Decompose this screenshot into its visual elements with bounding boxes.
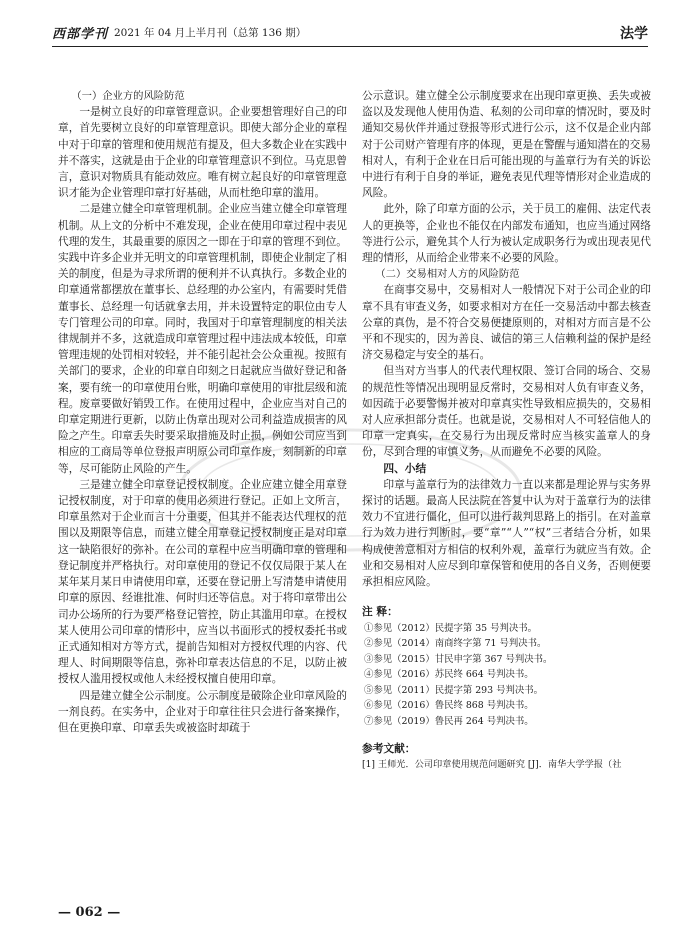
subsection-heading: （一）企业方的风险防范 xyxy=(71,90,185,102)
paragraph: 二是建立健全印章管理机制。企业应当建立健全印章管理机制。从上文的分析中不难发现，企业在使用印章过程中表见代理的发生，其最重要的原因之一即在于印章的管理不到位。实践中许多企业并无明文的印章管理机制，即使企业制定了相关的制度，但是为寻求所谓的便利并不认真执行。多数企业的印章通常都摆放在董事长、总经理的办公室内，有需要时凭借董事长、总经理一句话就拿去用，并未设置特定的职位由专人专门管理公司的印章。同时，我国对于印章管理制度的相关法律规制并不多，这就造成印章管理过程中违法成本较低，印章管理违规的处罚相对较轻，并不能引起社会公众重视。按照有关部门的要求，企业的印章自印刻之日起就应当做好登记和备案，要有统一的印章使用台账，明确印章使用的审批层级和流程。废章要做好销毁工作。在使用过程中，企业应当对自己的印章定期进行更新，以防止伪章出现对公司利益造成损害的风险之产生。印章丢失时要采取措施及时止损，例如公司应当到相应的工商局等单位登报声明原公司印章作废，刻制新的印章等，尽可能防止风险的产生。 xyxy=(58,202,347,475)
paragraph: 公示意识。建立健全公示制度要求在出现印章更换、丢失或被盗以及发现他人使用伪造、私刻的公司印章的情况时，要及时通知交易伙伴并通过登报等形式进行公示，这不仅是企业内部对于公司财产管理有序的体现，更是在警醒与通知潜在的交易相对人，有利于企业在日后可能出现的与盖章行为有关的诉讼中进行有利于自身的举证，避免表见代理等情形对企业造成的风险。 xyxy=(362,89,651,200)
references-heading: 参考文献： xyxy=(362,742,416,755)
page-number: — 062 — xyxy=(58,905,121,920)
paragraph: 三是建立健全印章登记授权制度。企业应建立健全用章登记授权制度，对于印章的使用必须进行登记。正如上文所言，印章虽然对于企业而言十分重要，但其并不能表达代理权的范围以及期限等信息，而建立健全用章登记授权制度正是对印章这一缺陷很好的弥补。在公司的章程中应当明确印章的管理和登记制度并严格执行。对印章使用的登记不仅仅局限于某人在某年某月某日申请使用印章，还要在登记册上写清楚申请使用印章的原因、经谁批准、何时归还等信息。对于将印章带出公司办公场所的行为要严格登记管控，防止其滥用印章。在授权某人使用公司印章的情形中，应当以书面形式的授权委托书或正式通知相对方等方式，提前告知相对方授权代理的内容、代理人、时间期限等信息，弥补印章表达信息的不足，以防止被授权人滥用授权或他人未经授权擅自使用印章。 xyxy=(58,477,347,686)
journal-logo: 西部学刊 xyxy=(52,27,109,42)
paragraph: 此外，除了印章方面的公示，关于员工的雇佣、法定代表人的更换等，企业也不能仅在内部发布通知，也应当通过网络等进行公示，避免其个人行为被认定成职务行为或出现表见代理的情形，从而给企业带来不必要的风险。 xyxy=(362,202,651,265)
reference-item: [1] 王师光．公司印章使用规范问题研究 [J]．南华大学学报（社 xyxy=(362,759,622,771)
left-column xyxy=(58,88,347,736)
section-heading: 四、小结 xyxy=(383,461,427,475)
footnote: ③参见（2015）甘民申字第 367 号判决书。 xyxy=(364,653,553,665)
footnote: ②参见（2014）南商终字第 71 号判决书。 xyxy=(364,638,547,649)
paragraph: 四是建立健全公示制度。公示制度是破除企业印章风险的一剂良药。在实务中，企业对于印章往往只会进行备案操作，但在更换印章、印章丢失或被盗时却疏于 xyxy=(58,688,347,734)
right-column xyxy=(362,88,651,773)
footnote: ⑦参见（2019）鲁民再 264 号判决书。 xyxy=(364,715,534,727)
issue-info: 2021 年 04 月上半月刊（总第 136 期） xyxy=(114,27,307,39)
paragraph: 但当对方当事人的代表代理权限、签订合同的场合、交易的规范性等情况出现明显反常时，交易相对人负有审查义务，如因疏于必要警惕并被对印章真实性导致相应损失的，交易相对人应承担部分责任。也就是说，交易相对人不可轻信他人的印章一定真实，在交易行为出现反常时应当核实盖章人的身份，尽到合理的审慎义务，从而避免不必要的风险。 xyxy=(362,364,651,459)
footnote: ⑤参见（2011）民提字第 293 号判决书。 xyxy=(364,684,543,696)
footnote: ⑥参见（2016）鲁民终 868 号判决书。 xyxy=(364,700,534,711)
notes-heading: 注 释： xyxy=(362,605,398,619)
footnote: ④参见（2016）苏民终 664 号判决书。 xyxy=(364,669,534,680)
paragraph: 一是树立良好的印章管理意识。企业要想管理好自己的印章，首先要树立良好的印章管理意识。即使大部分企业的章程中对于印章的管理和使用规范有提及，但大多数企业在实践中并不落实，这就是由于企业的印章管理意识不到位。马克思曾言，意识对物质具有能动效应。唯有树立起良好的印章管理意识才能为企业管理印章打好基础，从而杜绝印章的滥用。 xyxy=(58,105,347,200)
section-title: 法学 xyxy=(620,26,648,42)
paragraph: 印章与盖章行为的法律效力一直以来都是理论界与实务界探讨的话题。最高人民法院在答复中认为对于盖章行为的法律效力不宜进行僵化，但可以进行裁判思路上的指引。在对盖章行为效力进行判断时，要“章”“人”“权”三者结合分析，如果构成使善意相对方相信的权利外观，盖章行为就应当有效。企业和交易相对人应尽到印章保管和使用的各自义务，否则便要承担相应风险。 xyxy=(362,477,651,589)
header-divider xyxy=(52,46,648,47)
footnote: ①参见（2012）民提字第 35 号判决书。 xyxy=(364,622,537,634)
subsection-heading: （二）交易相对人方的风险防范 xyxy=(375,268,520,281)
page-header xyxy=(52,22,648,44)
paragraph: 在商事交易中，交易相对人一般情况下对于公司企业的印章不具有审查义务，如要求相对方在任一交易活动中都去核查公章的真伪，是不符合交易便捷原则的，对相对方而言是不公平和不现实的，因为善良、诚信的第三人信赖利益的保护是经济交易稳定与安全的基石。 xyxy=(362,283,651,362)
